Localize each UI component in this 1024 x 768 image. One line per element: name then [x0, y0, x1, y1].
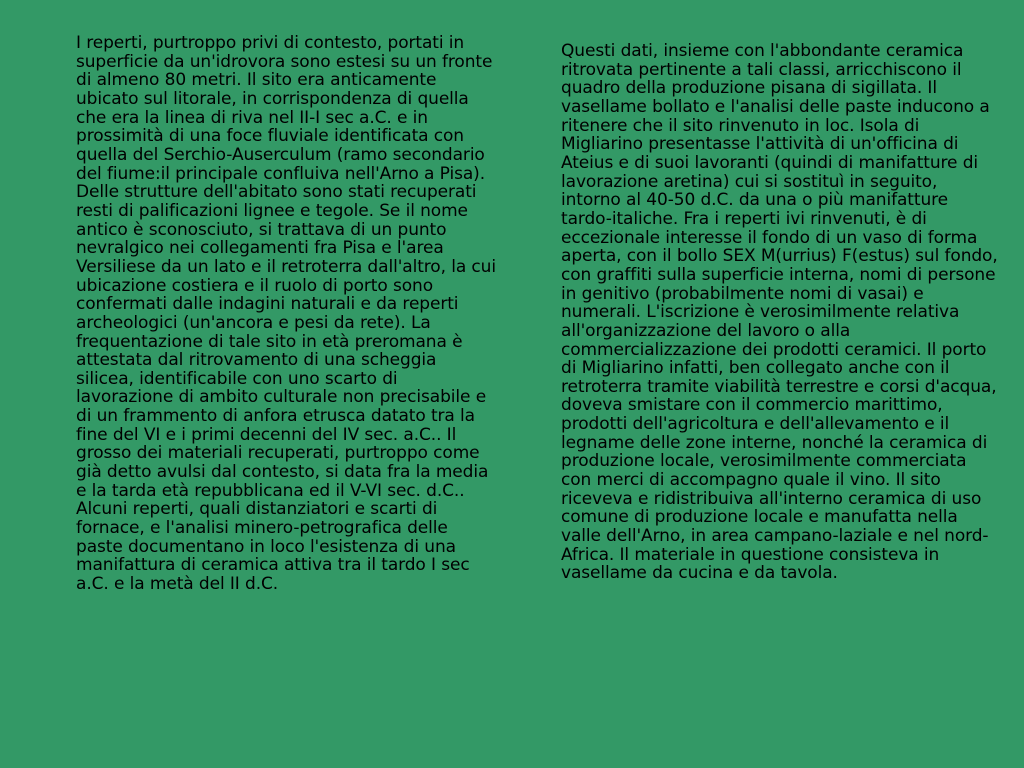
right-text-column: Questi dati, insieme con l'abbondante ceramica ritrovata pertinente a tali classi, arricchiscono il quadro della produzione pisana di sigillata. Il vasellame bollato e l'analisi delle paste inducono a ritenere che il sito rinvenuto in loc. Isola di Migliarino presentasse l'attività di un'officina di Ateius e di suoi lavoranti (quindi di manifatture di lavorazione aretina) cui si sostituì in seguito, intorno al 40-50 d.C. da una o più manifatture tardo-italiche. Fra i reperti ivi rinvenuti, è di eccezionale interesse il fondo di un vaso di forma aperta, con il bollo SEX M(urrius) F(estus) sul fondo, con graffiti sulla superficie interna, nomi di persone in genitivo (probabilmente nomi di vasai) e numerali. L'iscrizione è verosimilmente relativa all'organizzazione del lavoro o alla commercializzazione dei prodotti ceramici. Il porto di Migliarino infatti, ben collegato anche con il retroterra tramite viabilità terrestre e corsi d'acqua, doveva smistare con il commercio marittimo, prodotti dell'agricoltura e dell'allevamento e il legname delle zone interne, nonché la ceramica di produzione locale, verosimilmente commerciata con merci di accompagno quale il vino. Il sito riceveva e ridistribuiva all'interno ceramica di uso comune di produzione locale e manufatta nella valle dell'Arno, in area campano-laziale e nel nord-Africa. Il materiale in questione consisteva in vasellame da cucina e da tavola. — [561, 41, 998, 584]
left-text-column: I reperti, purtroppo privi di contesto, portati in superficie da un'idrovora sono estesi su un fronte di almeno 80 metri. Il sito era anticamente ubicato sul litorale, in corrispondenza di quella che era la linea di riva nel II-I sec a.C. e in prossimità di una foce fluviale identificata con quella del Serchio-Auserculum (ramo secondario del fiume:il principale confluiva nell'Arno a Pisa). Delle strutture dell'abitato sono stati recuperati resti di palificazioni lignee e tegole. Se il nome antico è sconosciuto, si trattava di un punto nevralgico nei collegamenti fra Pisa e l'area Versiliese da un lato e il retroterra dall'altro, la cui ubicazione costiera e il ruolo di porto sono confermati dalle indagini naturali e da reperti archeologici (un'ancora e pesi da rete). La frequentazione di tale sito in età preromana è attestata dal ritrovamento di una scheggia silicea, identificabile con uno scarto di lavorazione di ambito culturale non precisabile e di un frammento di anfora etrusca datato tra la fine del VI e i primi decenni del IV sec. a.C.. Il grosso dei materiali recuperati, purtroppo come già detto avulsi dal contesto, si data fra la media e la tarda età repubblicana ed il V-VI sec. d.C.. Alcuni reperti, quali distanziatori e scarti di fornace, e l'analisi minero-petrografica delle paste documentano in loco l'esistenza di una manifattura di ceramica attiva tra il tardo I sec a.C. e la metà del II d.C. — [76, 33, 496, 595]
